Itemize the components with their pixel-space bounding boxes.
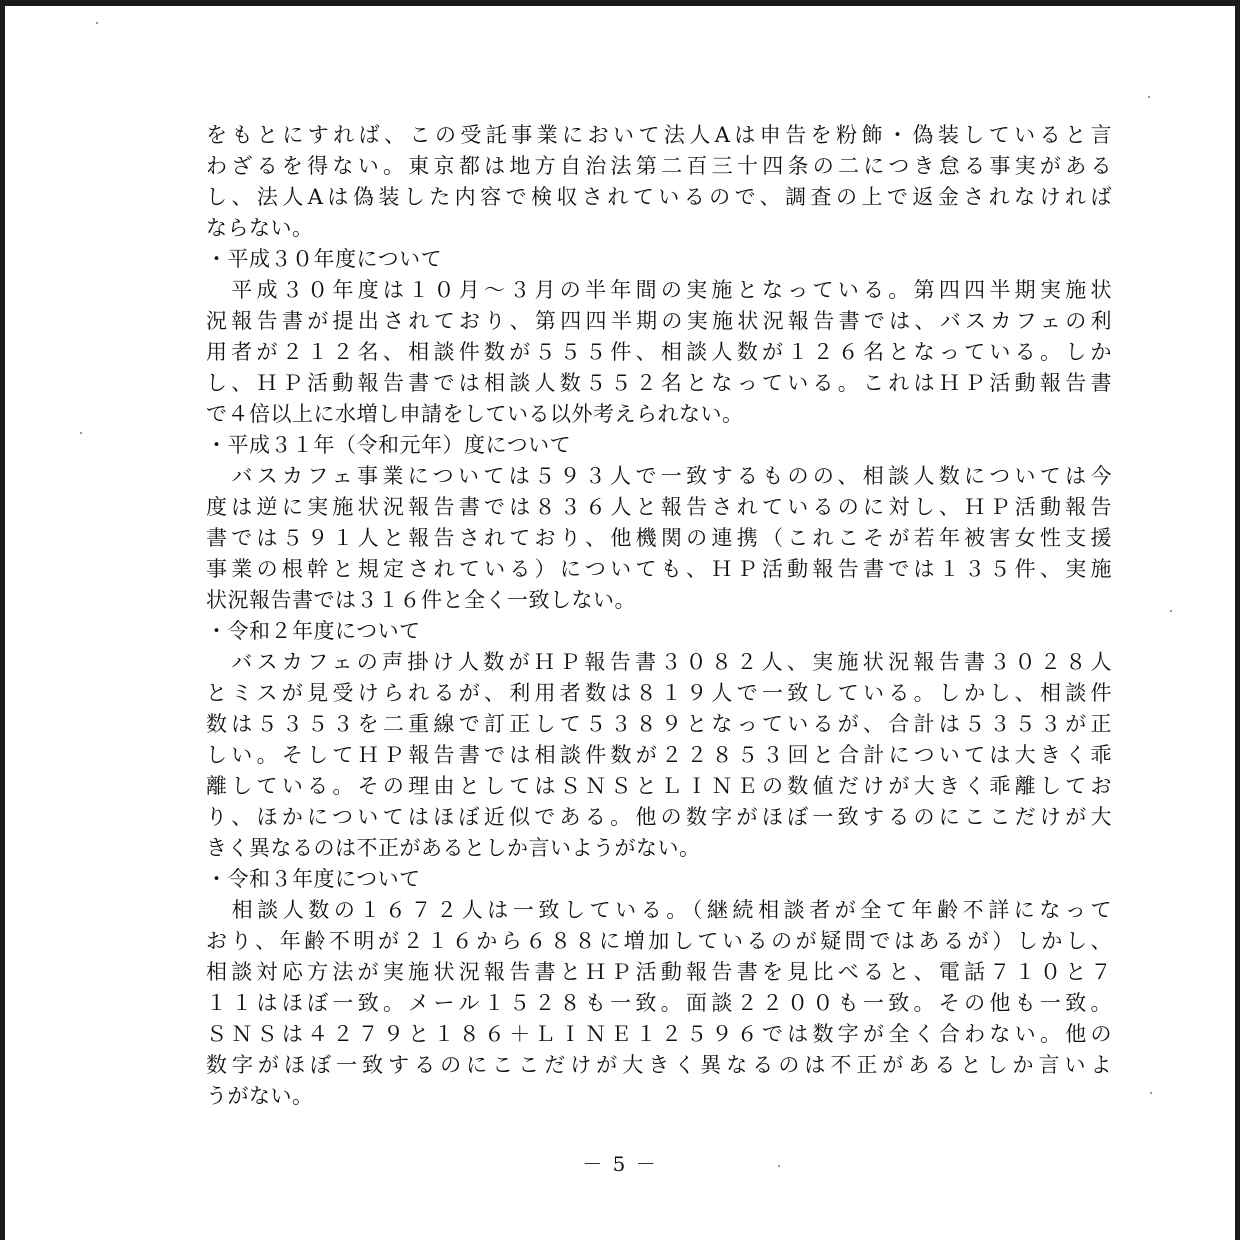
- text-line: 平成３０年度は１０月～３月の半年間の実施となっている。第四四半期実施状: [206, 278, 1112, 302]
- text-line: きく異なるのは不正があるとしか言いようがない。: [206, 836, 701, 860]
- section-heading: ・令和２年度について: [206, 619, 421, 643]
- text-line: り、ほかについてはほぼ近似である。他の数字がほぼ一致するのにここだけが大: [206, 805, 1112, 829]
- text-line: をもとにすれば、この受託事業において法人Aは申告を粉飾・偽装していると言: [206, 123, 1112, 147]
- scan-top-edge: [0, 0, 1240, 6]
- text-line: 事業の根幹と規定されている）についても、ＨＰ活動報告書では１３５件、実施: [206, 557, 1112, 581]
- text-line: し、ＨＰ活動報告書では相談人数５５２名となっている。これはＨＰ活動報告書: [206, 371, 1112, 395]
- text-line: 度は逆に実施状況報告書では８３６人と報告されているのに対し、ＨＰ活動報告: [206, 495, 1112, 519]
- body-text: [206, 120, 1112, 1112]
- scan-speck: [1150, 1092, 1152, 1094]
- text-line: 相談人数の１６７２人は一致している。（継続相談者が全て年齢不詳になって: [206, 898, 1112, 922]
- text-line: 状況報告書では３１６件と全く一致しない。: [206, 588, 636, 612]
- text-line: し、法人Aは偽装した内容で検収されているので、調査の上で返金されなければ: [206, 185, 1112, 209]
- text-line: 数字がほぼ一致するのにここだけが大きく異なるのは不正があるとしか言いよ: [206, 1053, 1112, 1077]
- scan-speck: [80, 432, 82, 434]
- text-line: 数は５３５３を二重線で訂正して５３８９となっているが、合計は５３５３が正: [206, 712, 1112, 736]
- text-line: １１はほぼ一致。メール１５２８も一致。面談２２００も一致。その他も一致。: [206, 991, 1112, 1015]
- page-number: － 5 －: [582, 1152, 658, 1176]
- scan-left-edge: [0, 0, 5, 1240]
- section-heading: ・平成３１年（令和元年）度について: [206, 433, 572, 457]
- text-line: 用者が２１２名、相談件数が５５５件、相談人数が１２６名となっている。しか: [206, 340, 1112, 364]
- section-heading: ・令和３年度について: [206, 867, 421, 891]
- text-line: うがない。: [206, 1084, 314, 1108]
- text-line: ＳＮＳは４２７９と１８６＋ＬＩＮＥ１２５９６では数字が全く合わない。他の: [206, 1022, 1112, 1046]
- scan-right-edge: [1235, 0, 1240, 1240]
- scan-speck: [96, 22, 98, 24]
- text-line: ならない。: [206, 216, 314, 240]
- text-line: とミスが見受けられるが、利用者数は８１９人で一致している。しかし、相談件: [206, 681, 1112, 705]
- text-line: バスカフェ事業については５９３人で一致するものの、相談人数については今: [206, 464, 1112, 488]
- text-line: わざるを得ない。東京都は地方自治法第二百三十四条の二につき怠る事実がある: [206, 154, 1112, 178]
- text-line: しい。そしてＨＰ報告書では相談件数が２２８５３回と合計については大きく乖: [206, 743, 1112, 767]
- text-line: バスカフェの声掛け人数がＨＰ報告書３０８２人、実施状況報告書３０２８人: [206, 650, 1112, 674]
- section-heading: ・平成３０年度について: [206, 247, 443, 271]
- scan-speck: [1148, 96, 1150, 98]
- text-line: 相談対応方法が実施状況報告書とＨＰ活動報告書を見比べると、電話７１０と７: [206, 960, 1112, 984]
- text-line: 離している。その理由としてはＳＮＳとＬＩＮＥの数値だけが大きく乖離してお: [206, 774, 1112, 798]
- text-line: 況報告書が提出されており、第四四半期の実施状況報告書では、バスカフェの利: [206, 309, 1112, 333]
- text-line: おり、年齢不明が２１６から６８８に増加しているのが疑問ではあるが）しかし、: [206, 929, 1112, 953]
- scan-speck: [1170, 610, 1172, 612]
- text-line: 書では５９１人と報告されており、他機関の連携（これこそが若年被害女性支援: [206, 526, 1112, 550]
- text-line: で４倍以上に水増し申請をしている以外考えられない。: [206, 402, 744, 426]
